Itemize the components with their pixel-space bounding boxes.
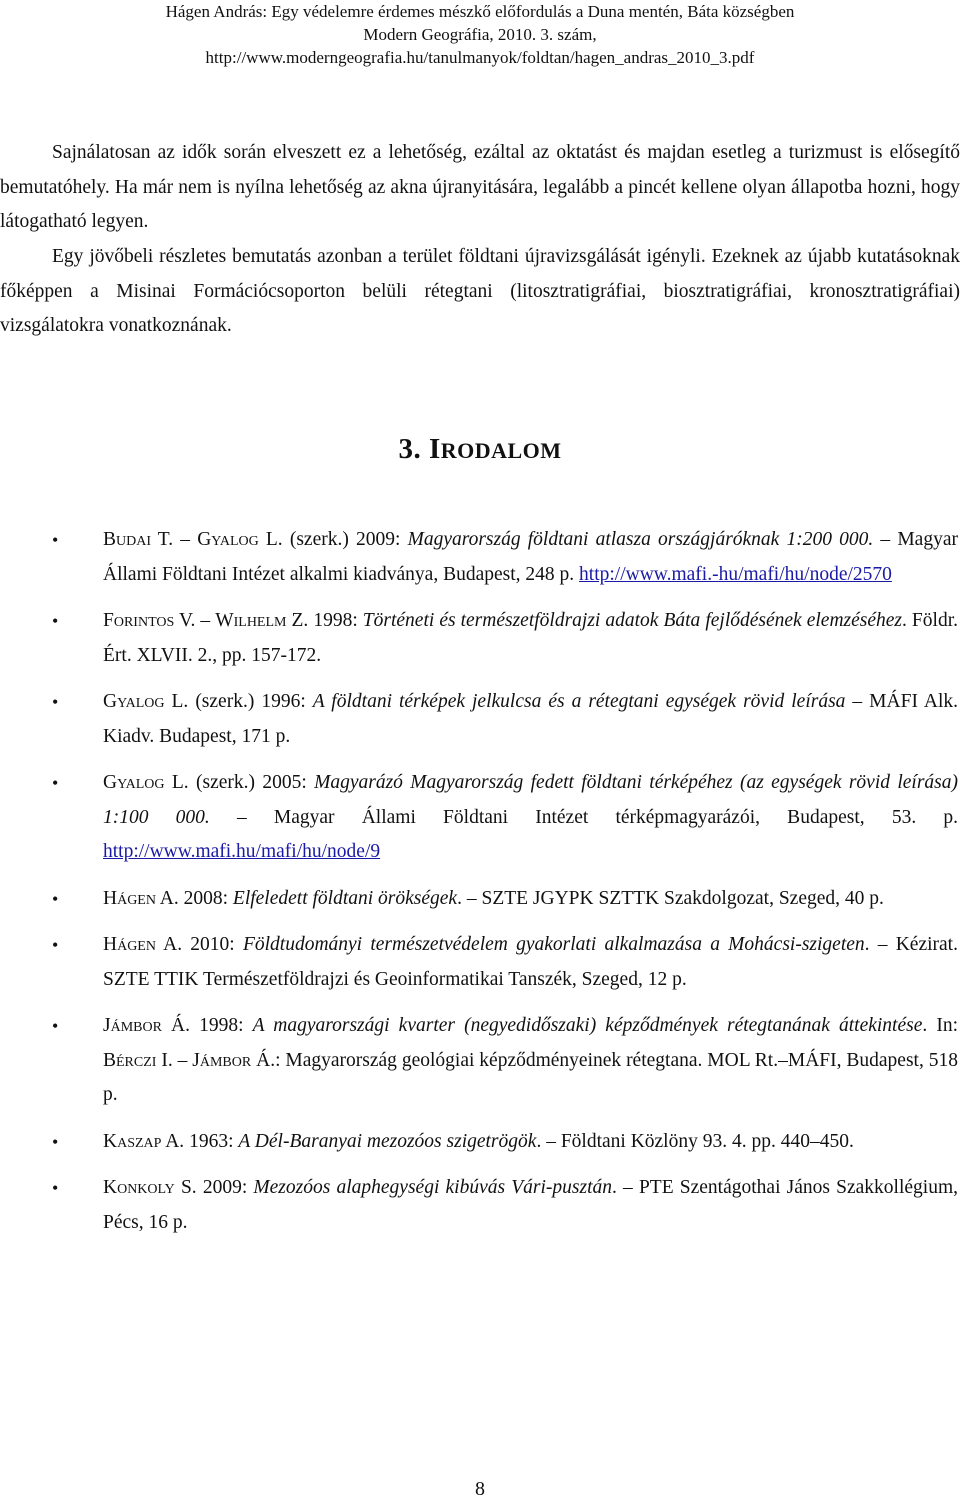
- ref-publisher: . – SZTE JGYPK SZTTK Szakdolgozat, Szeged, 40 p.: [457, 887, 884, 909]
- section-number: 3.: [398, 433, 429, 465]
- ref-title: Mezozóos alaphegységi kibúvás Vári-pusztán: [253, 1177, 613, 1198]
- ref-title: Magyarország földtani atlasza országjáróknak 1:200 000.: [407, 529, 874, 550]
- bullet-icon: •: [52, 611, 59, 631]
- ref-sep: –: [195, 610, 216, 631]
- paragraph-1: [0, 136, 960, 240]
- ref-year: 1998:: [308, 610, 363, 631]
- ref-publisher: . – Földtani Közlöny 93. 4. pp. 440–450.: [536, 1130, 854, 1152]
- ref-author: Wilhelm Z.: [215, 610, 309, 631]
- reference-item: [0, 1125, 960, 1160]
- ref-author: Jámbor Á.: [103, 1015, 190, 1036]
- ref-link[interactable]: http://www.mafi.hu/mafi/hu/node/9: [103, 841, 381, 862]
- bullet-icon: •: [52, 773, 59, 793]
- reference-item: [0, 928, 960, 997]
- ref-author: Kaszap A.: [103, 1130, 185, 1152]
- ref-title: Elfeledett földtani örökségek: [232, 887, 458, 909]
- reference-item: [0, 766, 960, 870]
- ref-author: Konkoly S.: [103, 1177, 197, 1198]
- ref-title: A földtani térképek jelkulcsa és a rétegtani egységek rövid leírása: [312, 691, 846, 712]
- paragraph-2: [0, 240, 960, 344]
- bullet-icon: •: [52, 1131, 59, 1152]
- reference-item: [0, 1009, 960, 1113]
- ref-year: (szerk.) 2009:: [282, 529, 408, 550]
- ref-author: Gyalog L.: [103, 772, 189, 793]
- ref-publisher: – Magyar Állami Földtani Intézet térképmagyarázói, Budapest, 53. p.: [209, 806, 958, 828]
- bullet-icon: •: [52, 530, 59, 550]
- ref-publisher: – MÁFI Alk. Kiadv. Budapest, 171 p.: [103, 691, 958, 747]
- ref-author: Gyalog L.: [197, 529, 283, 550]
- ref-author: Budai T.: [103, 529, 174, 550]
- page-number: 8: [475, 1478, 485, 1500]
- paragraph-2-text: Egy jövőbeli részletes bemutatás azonban a terület földtani újravizsgálását igényli. Ezeknek az újabb kutatásoknak főképpen a Misinai Formációcsoporton belüli rétegtani (litosztratigráfiai, biosztratigráfiai, kronosztratigráfiai) vizsgálatokra vonatkoznának.: [0, 246, 960, 336]
- bullet-icon: •: [52, 888, 59, 909]
- ref-link[interactable]: http://www.mafi.-hu/mafi/hu/node/2570: [579, 563, 892, 585]
- section-heading: [0, 433, 960, 466]
- ref-publisher: : Magyarország geológiai képződményeinek rétegtana. MOL Rt.–MÁFI, Budapest, 518 p.: [103, 1049, 958, 1105]
- reference-item: [0, 882, 960, 917]
- ref-year: 1998:: [190, 1015, 253, 1036]
- ref-author: Hágen A.: [103, 934, 183, 955]
- ref-title: Földtudományi természetvédelem gyakorlati alkalmazása a Mohácsi-szigeten: [242, 934, 865, 955]
- ref-year: 2008:: [178, 887, 233, 909]
- ref-year: 2010:: [182, 934, 243, 955]
- ref-publisher: . – Kézirat. SZTE TTIK Természetföldrajzi és Geoinformatikai Tanszék, Szeged, 12 p.: [103, 934, 958, 990]
- ref-title: A Dél-Baranyai mezozóos szigetrögök: [238, 1130, 537, 1152]
- section-title-initial: I: [428, 433, 441, 465]
- ref-year: (szerk.) 1996:: [188, 691, 313, 712]
- bullet-icon: •: [52, 1016, 59, 1036]
- ref-title: Magyarázó Magyarország fedett földtani térképéhez (az egységek rövid leírása) 1:100 000.: [103, 772, 958, 828]
- bullet-icon: •: [52, 935, 59, 955]
- running-header: [0, 0, 960, 69]
- reference-item: [0, 523, 960, 592]
- ref-year: (szerk.) 2005:: [188, 772, 315, 793]
- ref-publisher: . Földr. Ért. XLVII. 2., pp. 157-172.: [103, 610, 958, 666]
- ref-author: Forintos V.: [103, 610, 196, 631]
- header-url[interactable]: http://www.moderngeografia.hu/tanulmanyok/foldtan/hagen_andras_2010_3.pdf: [205, 48, 755, 67]
- ref-sep: –: [172, 1049, 193, 1071]
- ref-author: Hágen A.: [103, 887, 179, 909]
- header-journal: Modern Geográfia, 2010. 3. szám,: [363, 25, 597, 44]
- paragraph-1-text: Sajnálatosan az idők során elveszett ez a lehetőség, ezáltal az oktatást és majdan esetleg a turizmust is elősegítő bemutatóhely. Ha már nem is nyílna lehetőség az akna újranyitására, legalább a pincét kellene olyan állapotba hozni, hogy látogatható legyen.: [0, 142, 960, 232]
- reference-item: [0, 685, 960, 754]
- ref-author: Jámbor Á.: [192, 1049, 276, 1071]
- reference-list: [0, 523, 960, 1252]
- reference-item: [0, 604, 960, 673]
- reference-item: [0, 1171, 960, 1240]
- section-title-rest: RODALOM: [440, 438, 562, 463]
- ref-author: Bérczi I.: [103, 1049, 173, 1071]
- header-citation: Hágen András: Egy védelemre érdemes mészkő előfordulás a Duna mentén, Báta községben: [165, 2, 795, 21]
- ref-publisher: . In:: [922, 1015, 959, 1036]
- bullet-icon: •: [52, 1178, 59, 1198]
- ref-title: Történeti és természetföldrajzi adatok Báta fejlődésének elemzéséhez: [362, 610, 903, 631]
- ref-title: A magyarországi kvarter (negyedidőszaki) képződmények rétegtanának áttekintése: [252, 1015, 923, 1036]
- bullet-icon: •: [52, 692, 59, 712]
- ref-publisher: – Magyar Állami Földtani Intézet alkalmi kiadványa, Budapest, 248 p.: [103, 529, 958, 585]
- ref-publisher: . – PTE Szentágothai János Szakkollégium, Pécs, 16 p.: [103, 1177, 958, 1233]
- ref-year: 2009:: [196, 1177, 254, 1198]
- ref-sep: –: [173, 529, 198, 550]
- ref-author: Gyalog L.: [103, 691, 189, 712]
- ref-year: 1963:: [184, 1130, 239, 1152]
